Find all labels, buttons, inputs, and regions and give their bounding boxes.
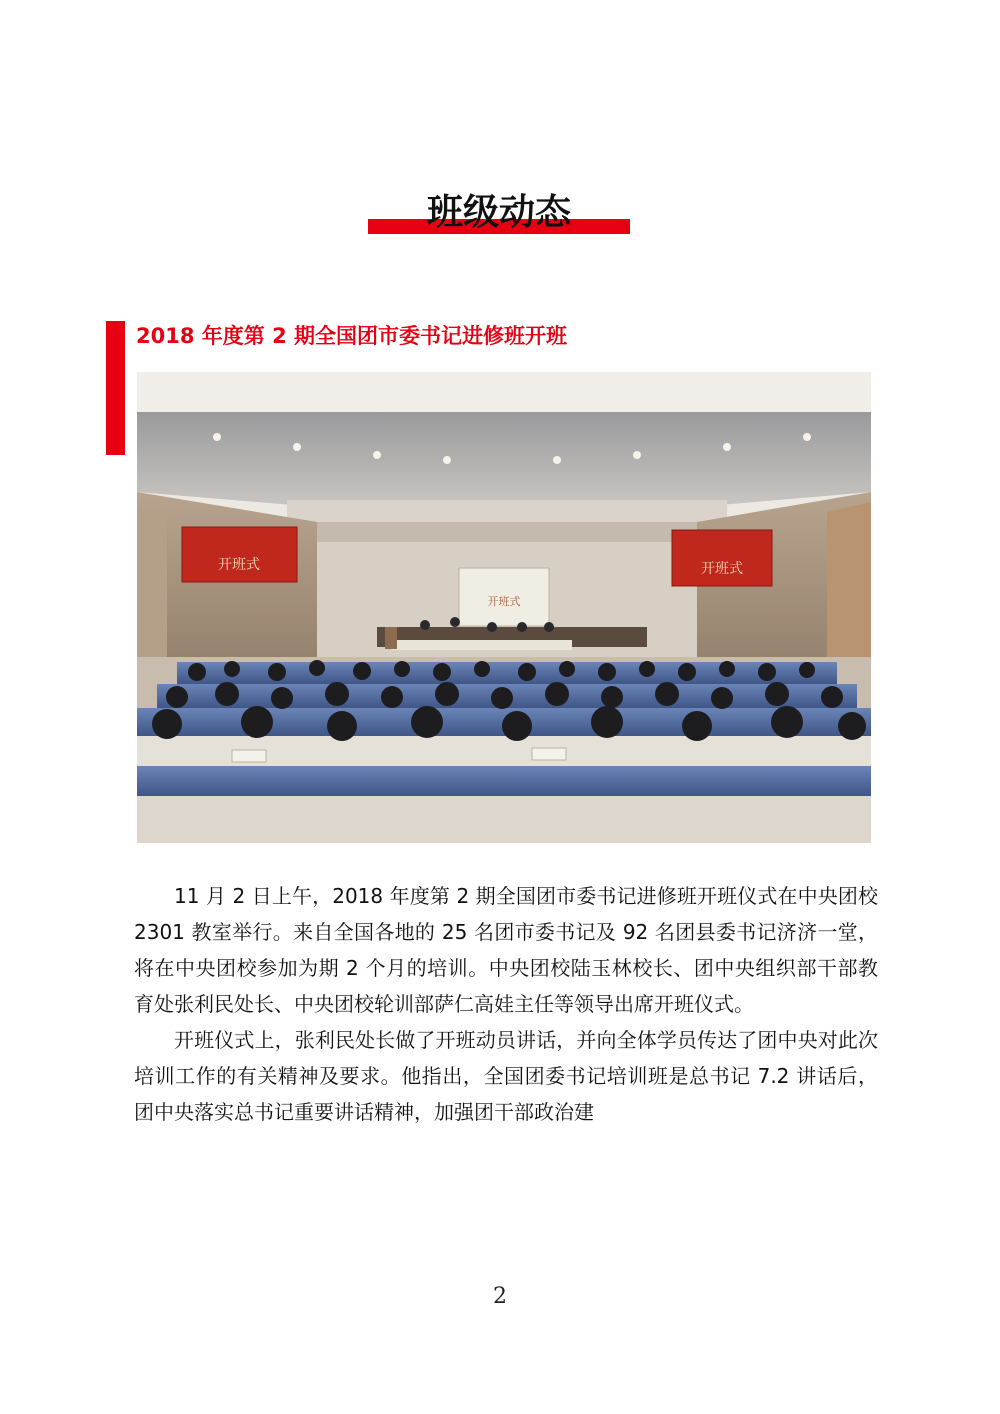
- section-title: 班级动态: [426, 191, 571, 233]
- article-body: [134, 878, 878, 1130]
- accent-side-bar: [106, 321, 125, 455]
- section-title-block: [368, 186, 630, 238]
- banner-right-text: 开班式: [701, 561, 743, 577]
- paragraph-1: 11 月 2 日上午，2018 年度第 2 期全国团市委书记进修班开班仪式在中央团校 2301 教室举行。来自全国各地的 25 名团市委书记及 92 名团县委书记济济一堂，将在中央团校参加为期 2 个月的培训。中央团校陆玉林校长、团中央组织部干部教育处张利民处长、中央团校轮训部萨仁高娃主任等领导出席开班仪式。: [134, 884, 878, 1016]
- page-number: 2: [493, 1284, 507, 1309]
- article-photo: [137, 372, 871, 843]
- article-title: 2018 年度第 2 期全国团市委书记进修班开班: [136, 324, 567, 348]
- screen-text: 开班式: [487, 595, 521, 608]
- banner-left-text: 开班式: [218, 557, 260, 573]
- paragraph-2: 开班仪式上，张利民处长做了开班动员讲话，并向全体学员传达了团中央对此次培训工作的有关精神及要求。他指出，全国团委书记培训班是总书记 7.2 讲话后，团中央落实总书记重要讲话精神，加强团干部政治建: [134, 1028, 878, 1124]
